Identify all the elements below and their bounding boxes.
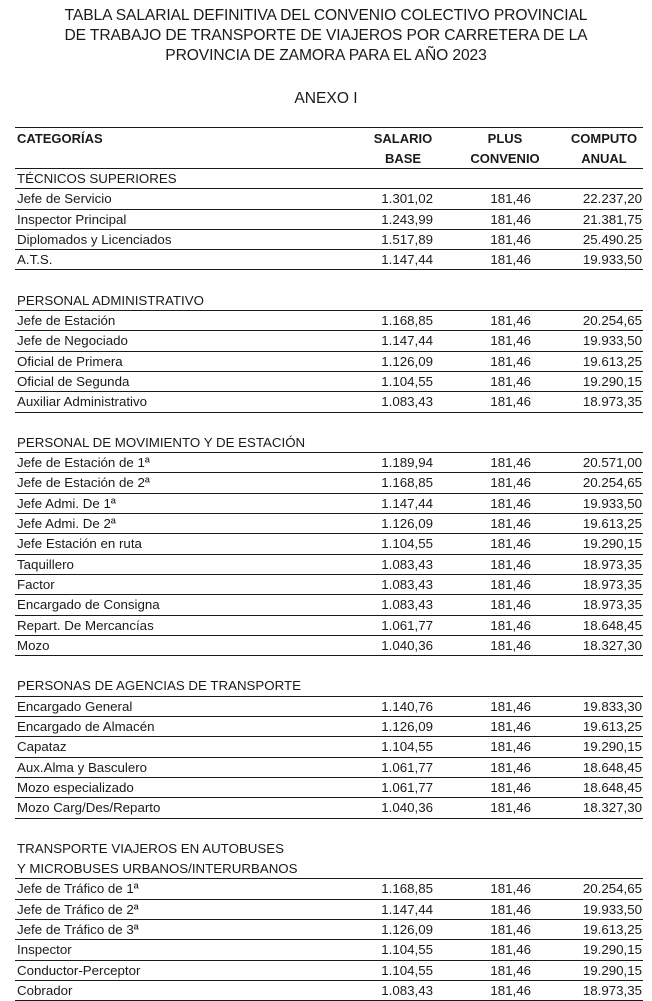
computo-anual-value: 21.381,75 bbox=[582, 211, 642, 227]
computo-anual-value: 19.290,15 bbox=[582, 942, 642, 958]
plus-convenio-value: 181,46 bbox=[490, 313, 531, 329]
category-name: Aux.Alma y Basculero bbox=[17, 759, 148, 775]
computo-anual-value: 20.571,00 bbox=[582, 455, 642, 471]
plus-convenio-value: 181,46 bbox=[490, 759, 531, 775]
plus-convenio-value: 181,46 bbox=[490, 353, 531, 369]
computo-anual-value: 19.933,50 bbox=[582, 333, 642, 349]
table-row bbox=[15, 879, 643, 899]
category-name: Mozo Carg/Des/Reparto bbox=[17, 800, 161, 816]
salario-base-value: 1.140,76 bbox=[381, 698, 433, 714]
computo-anual-value: 18.327,30 bbox=[582, 800, 642, 816]
plus-convenio-value: 181,46 bbox=[490, 556, 531, 572]
section-spacer bbox=[15, 656, 643, 676]
category-name: Jefe de Tráfico de 2ª bbox=[17, 901, 139, 917]
salario-base-value: 1.301,02 bbox=[381, 191, 433, 207]
table-row bbox=[15, 940, 643, 960]
plus-convenio-value: 181,46 bbox=[490, 921, 531, 937]
category-name: Encargado General bbox=[17, 698, 133, 714]
salario-base-value: 1.126,09 bbox=[381, 516, 433, 532]
salario-base-value: 1.147,44 bbox=[381, 333, 433, 349]
table-row bbox=[15, 210, 643, 230]
title-line-2: DE TRABAJO DE TRANSPORTE DE VIAJEROS POR CARRETERA DE LA bbox=[64, 27, 588, 44]
section-group bbox=[15, 169, 643, 270]
header-computo-anual-line2: ANUAL bbox=[581, 151, 627, 166]
table-row bbox=[15, 778, 643, 798]
header-categorias: CATEGORÍAS bbox=[17, 131, 103, 146]
category-name: Jefe de Tráfico de 3ª bbox=[17, 921, 139, 937]
table-row bbox=[15, 514, 643, 534]
computo-anual-value: 19.613,25 bbox=[582, 921, 642, 937]
table-row bbox=[15, 900, 643, 920]
plus-convenio-value: 181,46 bbox=[490, 962, 531, 978]
computo-anual-value: 18.973,35 bbox=[582, 597, 642, 613]
computo-anual-value: 18.648,45 bbox=[582, 617, 642, 633]
table-row bbox=[15, 616, 643, 636]
header-salario-base-line1: SALARIO bbox=[373, 131, 433, 146]
salario-base-value: 1.083,43 bbox=[381, 394, 433, 410]
plus-convenio-value: 181,46 bbox=[490, 333, 531, 349]
plus-convenio-value: 181,46 bbox=[490, 942, 531, 958]
plus-convenio-value: 181,46 bbox=[490, 881, 531, 897]
plus-convenio-value: 181,46 bbox=[490, 779, 531, 795]
table-header bbox=[15, 127, 643, 169]
plus-convenio-value: 181,46 bbox=[490, 475, 531, 491]
header-plus-convenio bbox=[462, 129, 548, 169]
table-row bbox=[15, 372, 643, 392]
table-row bbox=[15, 534, 643, 554]
computo-anual-value: 18.973,35 bbox=[582, 394, 642, 410]
plus-convenio-value: 181,46 bbox=[490, 455, 531, 471]
salario-base-value: 1.189,94 bbox=[381, 455, 433, 471]
computo-anual-value: 19.290,15 bbox=[582, 739, 642, 755]
category-name: Diplomados y Licenciados bbox=[17, 231, 172, 247]
table-row bbox=[15, 392, 643, 412]
computo-anual-value: 18.648,45 bbox=[582, 779, 642, 795]
salario-base-value: 1.168,85 bbox=[381, 475, 433, 491]
document-title bbox=[0, 6, 652, 66]
plus-convenio-value: 181,46 bbox=[490, 394, 531, 410]
table-row bbox=[15, 331, 643, 351]
plus-convenio-value: 181,46 bbox=[490, 617, 531, 633]
plus-convenio-value: 181,46 bbox=[490, 252, 531, 268]
salario-base-value: 1.061,77 bbox=[381, 779, 433, 795]
header-plus-convenio-line1: PLUS bbox=[487, 131, 523, 146]
salario-base-value: 1.126,09 bbox=[381, 353, 433, 369]
category-name: Cobrador bbox=[17, 982, 73, 998]
category-name: Jefe de Estación de 2ª bbox=[17, 475, 150, 491]
category-name: Capataz bbox=[17, 739, 67, 755]
header-computo-anual-line1: COMPUTO bbox=[570, 131, 638, 146]
plus-convenio-value: 181,46 bbox=[490, 800, 531, 816]
salario-base-value: 1.104,55 bbox=[381, 536, 433, 552]
plus-convenio-value: 181,46 bbox=[490, 373, 531, 389]
salario-base-value: 1.104,55 bbox=[381, 373, 433, 389]
computo-anual-value: 20.254,65 bbox=[582, 881, 642, 897]
computo-anual-value: 18.973,35 bbox=[582, 556, 642, 572]
computo-anual-value: 19.613,25 bbox=[582, 516, 642, 532]
salario-base-value: 1.061,77 bbox=[381, 759, 433, 775]
salario-base-value: 1.243,99 bbox=[381, 211, 433, 227]
section-group bbox=[15, 433, 643, 656]
section-title: TÉCNICOS SUPERIORES bbox=[15, 169, 643, 189]
annex-heading: ANEXO I bbox=[294, 90, 358, 107]
plus-convenio-value: 181,46 bbox=[490, 982, 531, 998]
section-title: PERSONAL ADMINISTRATIVO bbox=[15, 291, 643, 311]
table-row bbox=[15, 737, 643, 757]
category-name: Mozo bbox=[17, 637, 50, 653]
table-row bbox=[15, 494, 643, 514]
category-name: Mozo especializado bbox=[17, 779, 134, 795]
computo-anual-value: 22.237,20 bbox=[582, 191, 642, 207]
table-row bbox=[15, 189, 643, 209]
computo-anual-value: 18.973,35 bbox=[582, 576, 642, 592]
section-title: Y MICROBUSES URBANOS/INTERURBANOS bbox=[15, 859, 643, 879]
section-group bbox=[15, 676, 643, 818]
section-title: PERSONAS DE AGENCIAS DE TRANSPORTE bbox=[15, 676, 643, 696]
table-row bbox=[15, 798, 643, 818]
category-name: Jefe de Tráfico de 1ª bbox=[17, 881, 139, 897]
plus-convenio-value: 181,46 bbox=[490, 719, 531, 735]
computo-anual-value: 18.648,45 bbox=[582, 759, 642, 775]
salario-base-value: 1.126,09 bbox=[381, 719, 433, 735]
section-spacer bbox=[15, 270, 643, 290]
plus-convenio-value: 181,46 bbox=[490, 739, 531, 755]
plus-convenio-value: 181,46 bbox=[490, 698, 531, 714]
table-row bbox=[15, 717, 643, 737]
category-name: Jefe Estación en ruta bbox=[17, 536, 142, 552]
table-row bbox=[15, 920, 643, 940]
salario-base-value: 1.104,55 bbox=[381, 739, 433, 755]
salario-base-value: 1.168,85 bbox=[381, 881, 433, 897]
salario-base-value: 1.147,44 bbox=[381, 252, 433, 268]
category-name: Auxiliar Administrativo bbox=[17, 394, 148, 410]
computo-anual-value: 19.933,50 bbox=[582, 901, 642, 917]
table-row bbox=[15, 311, 643, 331]
table-row bbox=[15, 595, 643, 615]
salario-base-value: 1.104,55 bbox=[381, 962, 433, 978]
table-row bbox=[15, 758, 643, 778]
computo-anual-value: 18.327,30 bbox=[582, 637, 642, 653]
category-name: A.T.S. bbox=[17, 252, 53, 268]
category-name: Inspector Principal bbox=[17, 211, 127, 227]
category-name: Jefe de Negociado bbox=[17, 333, 128, 349]
salario-base-value: 1.083,43 bbox=[381, 576, 433, 592]
computo-anual-value: 20.254,65 bbox=[582, 313, 642, 329]
table-row bbox=[15, 453, 643, 473]
salario-base-value: 1.083,43 bbox=[381, 597, 433, 613]
computo-anual-value: 19.933,50 bbox=[582, 252, 642, 268]
salario-base-value: 1.517,89 bbox=[381, 231, 433, 247]
category-name: Jefe de Servicio bbox=[17, 191, 112, 207]
table-body bbox=[15, 169, 643, 1001]
title-line-3: PROVINCIA DE ZAMORA PARA EL AÑO 2023 bbox=[165, 47, 487, 64]
salario-base-value: 1.147,44 bbox=[381, 495, 433, 511]
salario-base-value: 1.147,44 bbox=[381, 901, 433, 917]
header-plus-convenio-line2: CONVENIO bbox=[470, 151, 540, 166]
plus-convenio-value: 181,46 bbox=[490, 231, 531, 247]
table-row bbox=[15, 230, 643, 250]
table-row bbox=[15, 961, 643, 981]
table-row bbox=[15, 352, 643, 372]
salario-base-value: 1.061,77 bbox=[381, 617, 433, 633]
category-name: Jefe Admi. De 2ª bbox=[17, 516, 116, 532]
category-name: Repart. De Mercancías bbox=[17, 617, 154, 633]
table-row bbox=[15, 981, 643, 1001]
computo-anual-value: 19.290,15 bbox=[582, 373, 642, 389]
header-computo-anual bbox=[562, 129, 646, 169]
computo-anual-value: 19.613,25 bbox=[582, 719, 642, 735]
section-title: PERSONAL DE MOVIMIENTO Y DE ESTACIÓN bbox=[15, 433, 643, 453]
computo-anual-value: 19.613,25 bbox=[582, 353, 642, 369]
table-row bbox=[15, 473, 643, 493]
header-salario-base bbox=[363, 129, 443, 169]
salario-base-value: 1.104,55 bbox=[381, 942, 433, 958]
table-row bbox=[15, 575, 643, 595]
computo-anual-value: 19.933,50 bbox=[582, 495, 642, 511]
salary-table bbox=[15, 127, 643, 1001]
salario-base-value: 1.040,36 bbox=[381, 637, 433, 653]
plus-convenio-value: 181,46 bbox=[490, 191, 531, 207]
table-row bbox=[15, 250, 643, 270]
category-name: Conductor-Perceptor bbox=[17, 962, 141, 978]
computo-anual-value: 19.290,15 bbox=[582, 962, 642, 978]
table-row bbox=[15, 636, 643, 656]
plus-convenio-value: 181,46 bbox=[490, 901, 531, 917]
table-row bbox=[15, 555, 643, 575]
table-row bbox=[15, 697, 643, 717]
plus-convenio-value: 181,46 bbox=[490, 211, 531, 227]
category-name: Encargado de Almacén bbox=[17, 719, 155, 735]
plus-convenio-value: 181,46 bbox=[490, 495, 531, 511]
category-name: Jefe Admi. De 1ª bbox=[17, 495, 116, 511]
computo-anual-value: 20.254,65 bbox=[582, 475, 642, 491]
category-name: Taquillero bbox=[17, 556, 74, 572]
section-group bbox=[15, 291, 643, 413]
salario-base-value: 1.168,85 bbox=[381, 313, 433, 329]
category-name: Encargado de Consigna bbox=[17, 597, 160, 613]
computo-anual-value: 19.833,30 bbox=[582, 698, 642, 714]
section-title: TRANSPORTE VIAJEROS EN AUTOBUSES bbox=[17, 840, 284, 856]
plus-convenio-value: 181,46 bbox=[490, 536, 531, 552]
section-spacer bbox=[15, 819, 643, 839]
salario-base-value: 1.083,43 bbox=[381, 556, 433, 572]
category-name: Jefe de Estación bbox=[17, 313, 116, 329]
plus-convenio-value: 181,46 bbox=[490, 516, 531, 532]
section-group bbox=[15, 839, 643, 1001]
category-name: Oficial de Segunda bbox=[17, 373, 130, 389]
category-name: Jefe de Estación de 1ª bbox=[17, 455, 150, 471]
header-salario-base-line2: BASE bbox=[384, 151, 422, 166]
plus-convenio-value: 181,46 bbox=[490, 576, 531, 592]
salario-base-value: 1.083,43 bbox=[381, 982, 433, 998]
section-spacer bbox=[15, 413, 643, 433]
computo-anual-value: 19.290,15 bbox=[582, 536, 642, 552]
category-name: Factor bbox=[17, 576, 55, 592]
title-line-1: TABLA SALARIAL DEFINITIVA DEL CONVENIO COLECTIVO PROVINCIAL bbox=[64, 7, 588, 24]
salario-base-value: 1.126,09 bbox=[381, 921, 433, 937]
computo-anual-value: 25.490.25 bbox=[582, 231, 642, 247]
category-name: Inspector bbox=[17, 942, 72, 958]
plus-convenio-value: 181,46 bbox=[490, 637, 531, 653]
computo-anual-value: 18.973,35 bbox=[582, 982, 642, 998]
category-name: Oficial de Primera bbox=[17, 353, 123, 369]
plus-convenio-value: 181,46 bbox=[490, 597, 531, 613]
salario-base-value: 1.040,36 bbox=[381, 800, 433, 816]
